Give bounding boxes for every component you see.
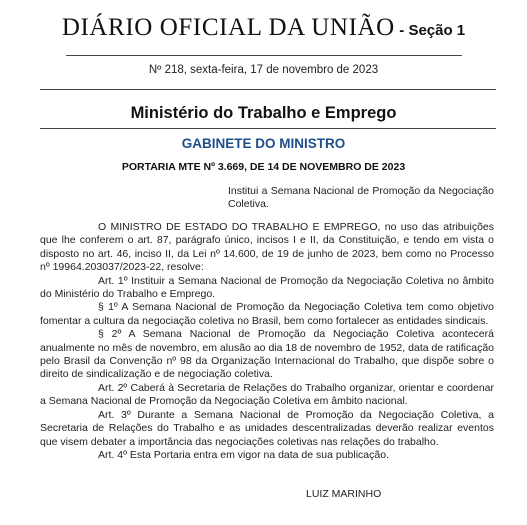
ministry-heading: Ministério do Trabalho e Emprego <box>130 104 397 122</box>
ministry-divider <box>40 128 496 129</box>
ordinance-summary: Institui a Semana Nacional de Promoção da Negociação Coletiva. <box>228 185 494 211</box>
article-1-paragraph: Art. 1º Instituir a Semana Nacional de Promoção da Negociação Coletiva no âmbito do Ministério do Trabalho e Emprego. <box>40 274 494 301</box>
article-2-paragraph: Art. 2º Caberá à Secretaria de Relações do Trabalho organizar, orientar e coordenar a Semana Nacional de Promoção da Negociação Coletiva em âmbito nacional. <box>40 381 494 408</box>
preamble-paragraph: O MINISTRO DE ESTADO DO TRABALHO E EMPREGO, no uso das atribuições que lhe conferem o art. 87, parágrafo único, incisos I e II, da Constituição, e tendo em vista o disposto no art. 46, inciso II, da Lei nº 14.600, de 19 de junho de 2023, bem como no Processo nº 19964.203037/2023-22, resolve: <box>40 221 494 274</box>
masthead <box>0 14 527 54</box>
masthead-divider <box>66 55 462 56</box>
article-1-section-2-paragraph: § 2º A Semana Nacional de Promoção da Negociação Coletiva acontecerá anualmente no mês de novembro, em alusão ao dia 18 de novembro de 1952, data de ratificação pelo Brasil da Convenção nº 98 da Organização Internacional do Trabalho, que dispõe sobre o direito de sindicalização e de negociação coletiva. <box>40 328 494 381</box>
ordinance-title: PORTARIA MTE Nº 3.669, DE 14 DE NOVEMBRO DE 2023 <box>121 161 406 173</box>
edition-line: Nº 218, sexta-feira, 17 de novembro de 2023 <box>148 64 379 76</box>
article-1-section-1-paragraph: § 1º A Semana Nacional de Promoção da Negociação Coletiva tem como objetivo fomentar a cultura da negociação coletiva no Brasil, bem como fortalecer as entidades sindicais. <box>40 301 494 327</box>
signature: LUIZ MARINHO <box>306 488 382 500</box>
masthead-section: - Seção 1 <box>399 22 466 39</box>
edition-divider <box>40 89 496 90</box>
masthead-title: DIÁRIO OFICIAL DA UNIÃO <box>61 14 395 41</box>
article-4-paragraph: Art. 4º Esta Portaria entra em vigor na data de sua publicação. <box>98 448 389 461</box>
cabinet-heading: GABINETE DO MINISTRO <box>181 136 346 151</box>
article-3-paragraph: Art. 3º Durante a Semana Nacional de Promoção da Negociação Coletiva, a Secretaria de Relações do Trabalho e as unidades descentralizadas deverão realizar eventos que visem debater a importância das negociações coletivas nas relações do trabalho. <box>40 408 494 448</box>
ordinance-body <box>40 221 494 462</box>
